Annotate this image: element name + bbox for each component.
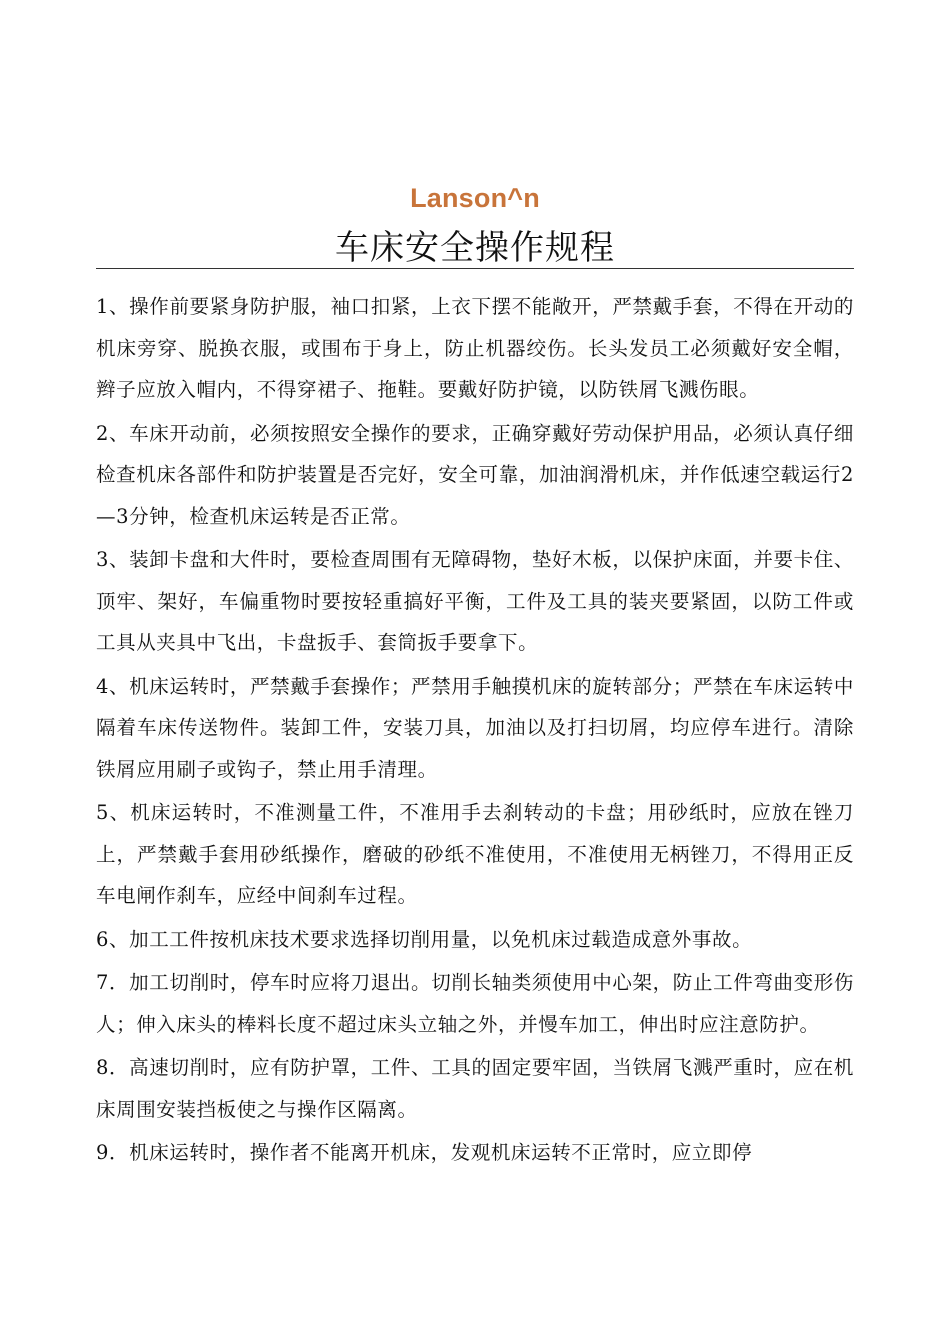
paragraph-5: 5、机床运转时，不准测量工件，不准用手去刹转动的卡盘；用砂纸时，应放在锉刀上，严禁戴手套用砂纸操作，磨破的砂纸不准使用，不准使用无柄锉刀，不得用正反车电闸作刹车，应经中间刹车过程。 [96,801,854,907]
brand-logo-text: Lanson^n [410,183,540,213]
paragraph-9: 9．机床运转时，操作者不能离开机床，发观机床运转不正常时，应立即停 [96,1141,753,1164]
paragraph-7: 7．加工切削时，停车时应将刀退出。切削长轴类须使用中心架，防止工件弯曲变形伤人；伸入床头的棒料长度不超过床头立轴之外，并慢车加工，伸出时应注意防护。 [96,971,854,1036]
paragraph-8: 8．高速切削时，应有防护罩，工件、工具的固定要牢固，当铁屑飞溅严重时，应在机床周围安装挡板使之与操作区隔离。 [96,1056,854,1121]
paragraph-1: 1、操作前要紧身防护服，袖口扣紧，上衣下摆不能敞开，严禁戴手套，不得在开动的机床旁穿、脱换衣服，或围布于身上，防止机器绞伤。长头发员工必须戴好安全帽，辫子应放入帽内，不得穿裙子、拖鞋。要戴好防护镜，以防铁屑飞溅伤眼。 [96,295,854,401]
paragraph-3: 3、装卸卡盘和大件时，要检查周围有无障碍物，垫好木板，以保护床面，并要卡住、顶牢、架好，车偏重物时要按轻重搞好平衡，工件及工具的装夹要紧固，以防工件或工具从夹具中飞出，卡盘扳手、套筒扳手要拿下。 [96,548,854,654]
paragraph-4: 4、机床运转时，严禁戴手套操作；严禁用手触摸机床的旋转部分；严禁在车床运转中隔着车床传送物件。装卸工件，安装刀具，加油以及打扫切屑，均应停车进行。清除铁屑应用刷子或钩子，禁止用手清理。 [96,674,854,781]
paragraph-2: 2、车床开动前，必须按照安全操作的要求，正确穿戴好劳动保护用品，必须认真仔细检查机床各部件和防护装置是否完好，安全可靠，加油润滑机床，并作低速空载运行2—3分钟，检查机床运转是否正常。 [96,421,854,528]
document-body [96,286,854,1176]
paragraph-6: 6、加工工件按机床技术要求选择切削用量，以免机床过载造成意外事故。 [96,927,753,951]
title-underline [96,268,854,269]
document-title: 车床安全操作规程 [335,228,615,268]
